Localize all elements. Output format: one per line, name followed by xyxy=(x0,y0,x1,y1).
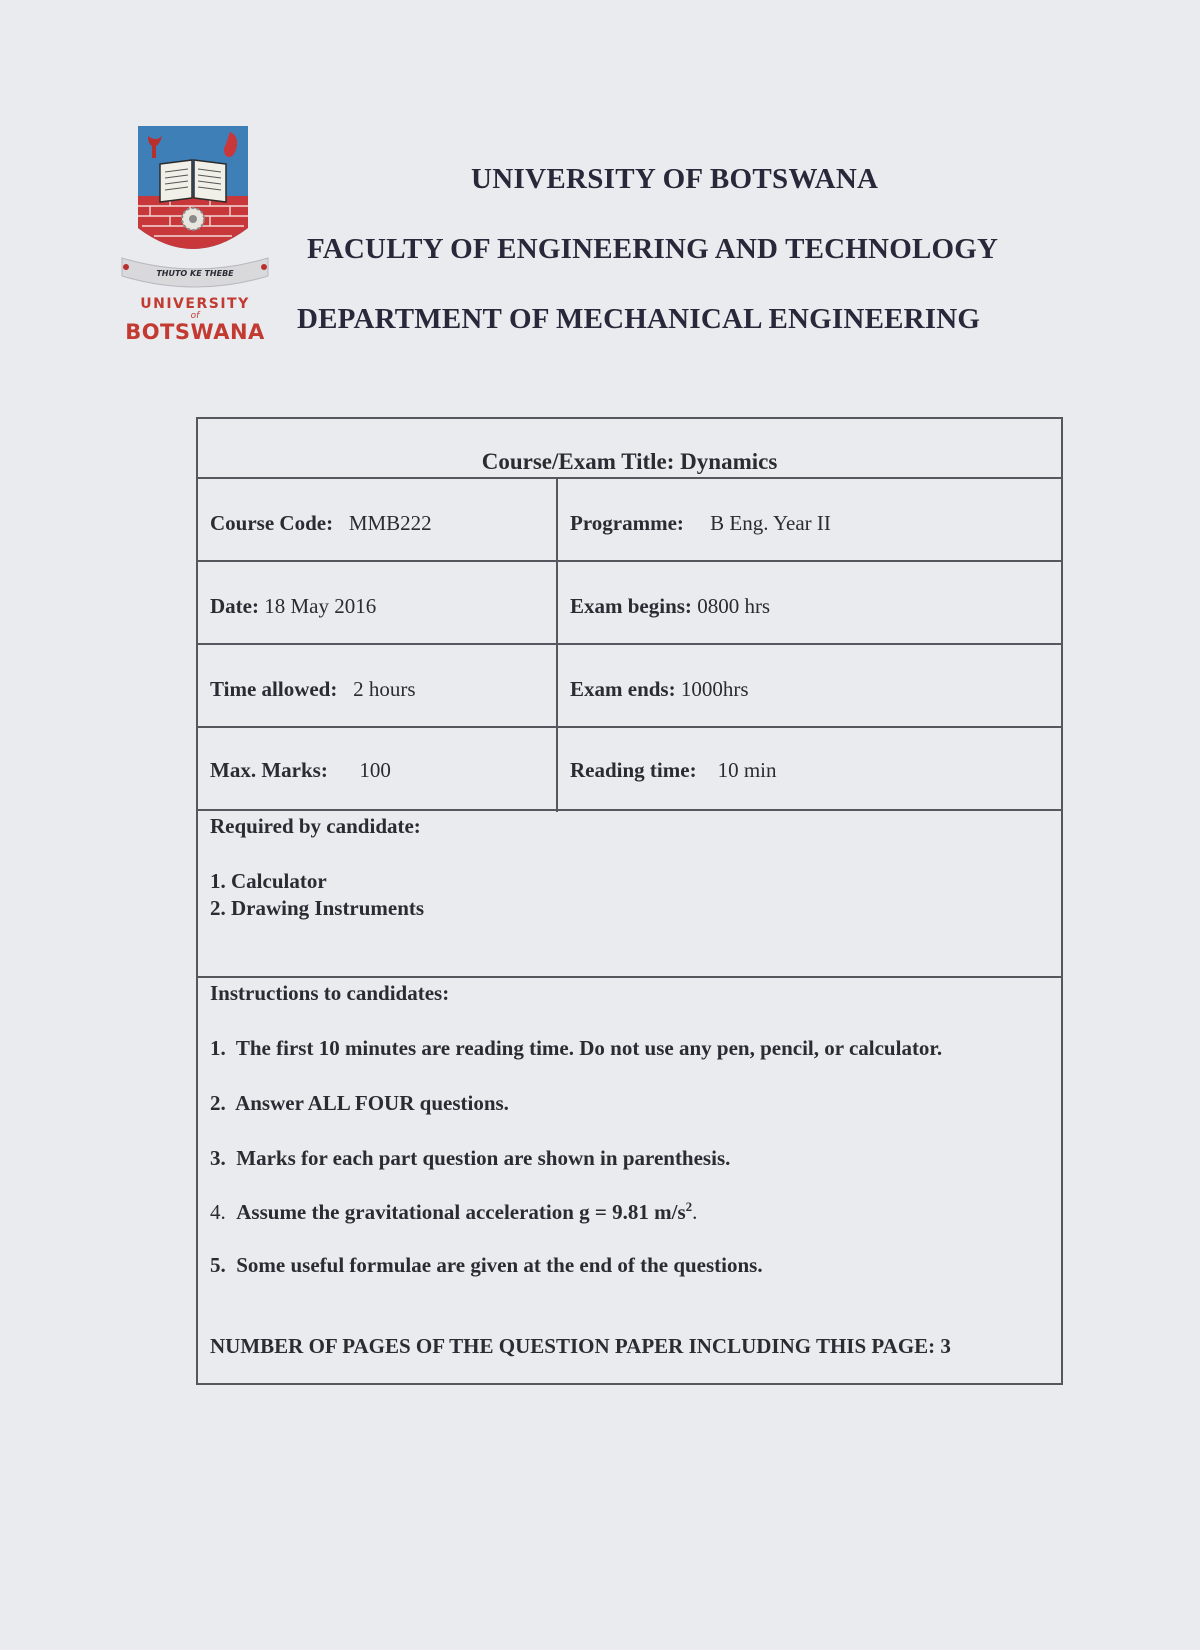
divider xyxy=(198,726,1061,728)
course-code-value: MMB222 xyxy=(348,511,432,535)
exam-ends-value: 1000hrs xyxy=(680,677,749,701)
date-label: Date: xyxy=(210,594,259,618)
required-item: 1. Calculator xyxy=(210,869,327,893)
programme-value: B Eng. Year II xyxy=(710,511,831,535)
instructions-heading: Instructions to candidates: xyxy=(210,981,450,1005)
exam-begins-value: 0800 hrs xyxy=(697,594,771,618)
crest-name-of: of xyxy=(190,311,200,321)
instruction-item-4-end: . xyxy=(692,1200,698,1224)
divider xyxy=(198,560,1061,562)
programme-label: Programme: xyxy=(570,511,684,535)
time-allowed-row xyxy=(210,677,416,702)
date-value: 18 May 2016 xyxy=(264,594,377,618)
instruction-item-4 xyxy=(210,1199,697,1225)
course-code-label: Course Code: xyxy=(210,511,334,535)
exam-begins-label: Exam begins: xyxy=(570,594,692,618)
instruction-item: 2. Answer ALL FOUR questions. xyxy=(210,1091,509,1115)
instruction-item-4-number: 4. xyxy=(210,1200,226,1224)
reading-time-row xyxy=(570,758,777,783)
column-divider xyxy=(556,479,558,812)
instruction-item: 3. Marks for each part question are shown in parenthesis. xyxy=(210,1146,731,1170)
divider xyxy=(198,477,1061,479)
required-heading: Required by candidate: xyxy=(210,814,421,838)
instruction-item: 5. Some useful formulae are given at the end of the questions. xyxy=(210,1253,763,1277)
university-crest-logo xyxy=(120,120,270,350)
required-item: 2. Drawing Instruments xyxy=(210,896,425,920)
divider xyxy=(198,976,1061,978)
exam-begins-row xyxy=(570,594,770,619)
divider xyxy=(198,643,1061,645)
faculty-heading: FACULTY OF ENGINEERING AND TECHNOLOGY xyxy=(307,233,999,265)
exam-ends-row xyxy=(570,677,749,702)
programme-row xyxy=(570,511,831,536)
time-allowed-value: 2 hours xyxy=(353,677,416,701)
crest-name-university: UNIVERSITY xyxy=(140,296,250,312)
max-marks-label: Max. Marks: xyxy=(210,758,328,782)
university-heading: UNIVERSITY OF BOTSWANA xyxy=(471,163,879,195)
reading-time-label: Reading time: xyxy=(570,758,697,782)
crest-name-botswana: BOTSWANA xyxy=(125,320,265,344)
time-allowed-label: Time allowed: xyxy=(210,677,338,701)
course-code-row xyxy=(210,511,432,536)
reading-time-value: 10 min xyxy=(717,758,777,782)
max-marks-value: 100 xyxy=(359,758,391,782)
instruction-item-4-text: Assume the gravitational acceleration g = 9.81 m/s xyxy=(236,1200,686,1224)
page-count-note: NUMBER OF PAGES OF THE QUESTION PAPER INCLUDING THIS PAGE: 3 xyxy=(210,1334,951,1358)
date-row xyxy=(210,594,376,619)
exam-ends-label: Exam ends: xyxy=(570,677,676,701)
max-marks-row xyxy=(210,758,391,783)
instruction-item-4-superscript: 2 xyxy=(685,1199,693,1214)
divider xyxy=(198,809,1061,811)
exam-title: Course/Exam Title: Dynamics xyxy=(481,449,778,474)
department-heading: DEPARTMENT OF MECHANICAL ENGINEERING xyxy=(297,303,981,335)
exam-info-box xyxy=(196,417,1063,1385)
instruction-item: 1. The first 10 minutes are reading time. Do not use any pen, pencil, or calculator. xyxy=(210,1036,943,1060)
crest-motto: THUTO KE THEBE xyxy=(156,269,234,278)
